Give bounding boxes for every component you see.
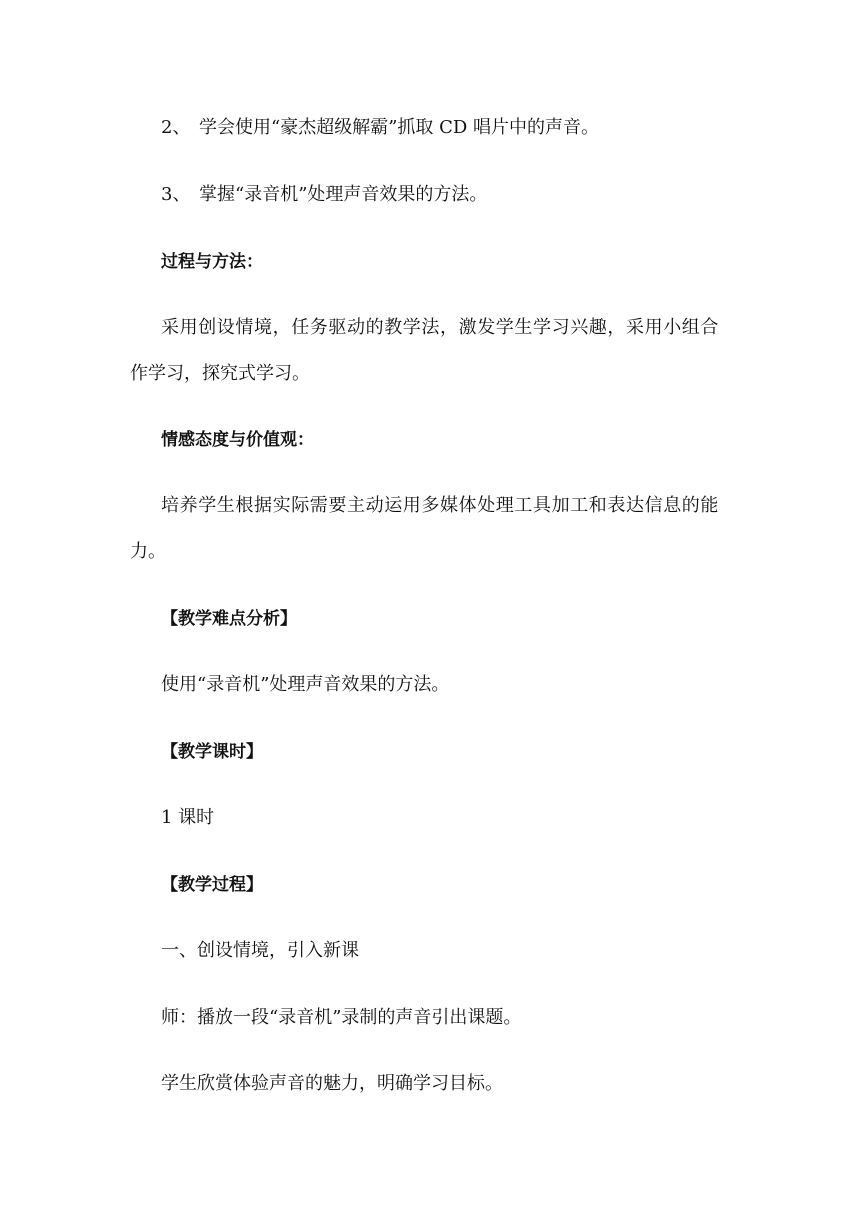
step-1-title: 一、创设情境，引入新课: [161, 940, 359, 961]
objective-item-2: [161, 116, 761, 140]
procedure-heading: 【教学过程】: [161, 875, 263, 895]
emotion-paragraph-line-2: 力。: [130, 541, 166, 562]
list-number: 3、: [161, 184, 191, 205]
process-paragraph-line-2: 作学习，探究式学习。: [130, 363, 310, 384]
list-text: 学会使用“豪杰超级解霸”抓取 CD 唱片中的声音。: [199, 117, 600, 138]
emotion-paragraph-line-1: 培养学生根据实际需要主动运用多媒体处理工具加工和表达信息的能: [161, 495, 719, 516]
emotion-heading: 情感态度与价值观：: [161, 430, 314, 450]
list-number: 2、: [161, 117, 191, 138]
objective-item-3: [161, 183, 761, 207]
hours-text: 1 课时: [161, 807, 215, 828]
teacher-line: 师：播放一段“录音机”录制的声音引出课题。: [161, 1007, 522, 1028]
process-heading: 过程与方法：: [161, 252, 263, 272]
difficulty-heading: 【教学难点分析】: [161, 609, 297, 629]
student-line: 学生欣赏体验声音的魅力，明确学习目标。: [161, 1073, 503, 1094]
difficulty-text: 使用“录音机”处理声音效果的方法。: [161, 674, 450, 695]
hours-heading: 【教学课时】: [161, 742, 263, 762]
process-paragraph-line-1: 采用创设情境，任务驱动的教学法，激发学生学习兴趣，采用小组合: [161, 317, 719, 338]
list-text: 掌握“录音机”处理声音效果的方法。: [199, 184, 488, 205]
